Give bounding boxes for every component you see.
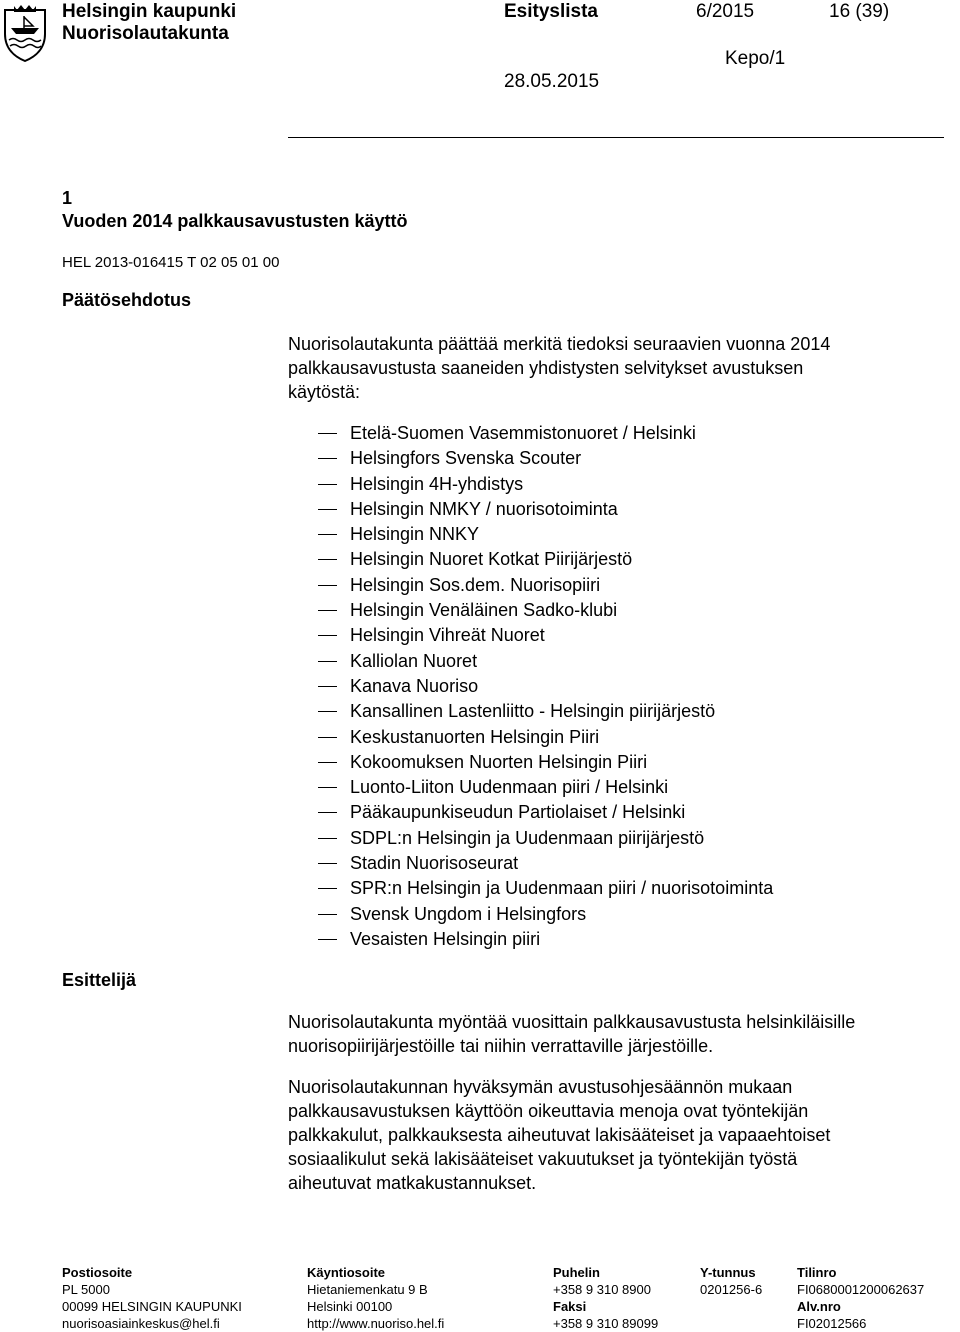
list-item-label: Helsingfors Svenska Scouter <box>350 448 582 469</box>
footer-heading: Käyntiosoite <box>307 1265 386 1280</box>
list-item-label: Helsingin NMKY / nuorisotoiminta <box>350 498 618 519</box>
dash-bullet-icon <box>318 661 337 662</box>
list-item <box>318 800 773 825</box>
dash-bullet-icon <box>318 787 337 788</box>
dash-bullet-icon <box>318 610 337 611</box>
paragraph-line: sosiaalikulut sekä lakisääteiset vakuutukset ja työntekijän työstä <box>288 1149 798 1169</box>
list-item-label: SPR:n Helsingin ja Uudenmaan piiri / nuorisotoiminta <box>350 878 774 899</box>
list-item-label: Stadin Nuorisoseurat <box>350 853 519 874</box>
dash-bullet-icon <box>318 585 337 586</box>
dash-bullet-icon <box>318 863 337 864</box>
list-item-label: Helsingin Sos.dem. Nuorisopiiri <box>350 574 601 595</box>
presenter-label: Esittelijä <box>62 970 137 990</box>
footer-line: Helsinki 00100 <box>307 1299 393 1314</box>
list-item-label: Kansallinen Lastenliitto - Helsingin piirijärjestö <box>350 701 716 722</box>
dash-bullet-icon <box>318 939 337 940</box>
list-item <box>318 472 773 497</box>
list-item <box>318 446 773 471</box>
section-code: Kepo/1 <box>725 48 786 69</box>
footer-line: Hietaniemenkatu 9 B <box>307 1282 428 1297</box>
paragraph-line: palkkakulut, palkkauksesta aiheutuvat lakisääteiset ja vapaaehtoiset <box>288 1125 831 1145</box>
list-item <box>318 497 773 522</box>
paragraph-line: Nuorisolautakunta myöntää vuosittain palkkausavustusta helsinkiläisille <box>288 1012 856 1032</box>
footer-line: 0201256-6 <box>700 1282 763 1297</box>
footer-line: 00099 HELSINGIN KAUPUNKI <box>62 1299 242 1314</box>
helsinki-coat-of-arms-icon <box>2 4 48 62</box>
intro-line: Nuorisolautakunta päättää merkitä tiedoksi seuraavien vuonna 2014 <box>288 334 831 354</box>
intro-line: palkkausavustusta saaneiden yhdistysten selvitykset avustuksen <box>288 358 804 378</box>
footer-heading: Faksi <box>553 1299 587 1314</box>
list-item <box>318 826 773 851</box>
dash-bullet-icon <box>318 559 337 560</box>
footer-line: +358 9 310 89099 <box>553 1316 659 1331</box>
paragraph-line: palkkausavustuksen käyttöön oikeuttavia menoja ovat työntekijän <box>288 1101 809 1121</box>
list-item-label: Helsingin Vihreät Nuoret <box>350 625 545 646</box>
footer-heading: Puhelin <box>553 1265 600 1280</box>
footer-heading: Y-tunnus <box>700 1265 756 1280</box>
list-item <box>318 750 773 775</box>
dash-bullet-icon <box>318 888 337 889</box>
footer-postal-address <box>62 1264 242 1332</box>
association-list <box>318 421 773 952</box>
doc-number: 6/2015 <box>696 1 755 22</box>
footer-heading: Tilinro <box>797 1265 837 1280</box>
doc-type: Esityslista <box>504 1 598 22</box>
list-item-label: Helsingin 4H-yhdistys <box>350 473 524 494</box>
footer-heading: Alv.nro <box>797 1299 841 1314</box>
dash-bullet-icon <box>318 914 337 915</box>
list-item-label: Etelä-Suomen Vasemmistonuoret / Helsinki <box>350 423 696 443</box>
list-item <box>318 775 773 800</box>
list-item-label: Luonto-Liiton Uudenmaan piiri / Helsinki <box>350 777 669 798</box>
dash-bullet-icon <box>318 838 337 839</box>
presenter-paragraph-2 <box>288 1075 830 1195</box>
paragraph-line: Nuorisolautakunnan hyväksymän avustusohjesäännön mukaan <box>288 1077 793 1097</box>
presenter-paragraph-1 <box>288 1010 855 1058</box>
footer-line: FI0680001200062637 <box>797 1282 925 1297</box>
footer-phone <box>553 1264 658 1332</box>
footer-website-link[interactable]: http://www.nuoriso.hel.fi <box>307 1316 445 1331</box>
list-item <box>318 547 773 572</box>
org-name: Helsingin kaupunki <box>62 1 237 22</box>
dash-bullet-icon <box>318 737 337 738</box>
footer-visiting-address <box>307 1264 444 1332</box>
footer-line: +358 9 310 8900 <box>553 1282 651 1297</box>
footer-line: PL 5000 <box>62 1282 110 1297</box>
list-item-label: Kokoomuksen Nuorten Helsingin Piiri <box>350 751 648 772</box>
list-item-label: Kanava Nuoriso <box>350 675 479 696</box>
dash-bullet-icon <box>318 686 337 687</box>
proposal-intro <box>288 332 830 404</box>
dash-bullet-icon <box>318 458 337 459</box>
list-item <box>318 623 773 648</box>
dash-bullet-icon <box>318 812 337 813</box>
paragraph-line: nuorisopiirijärjestöille tai niihin verrattaville järjestöille. <box>288 1036 714 1056</box>
list-item-label: SDPL:n Helsingin ja Uudenmaan piirijärjestö <box>350 827 705 848</box>
list-item <box>318 851 773 876</box>
intro-line: käytöstä: <box>288 382 361 402</box>
dash-bullet-icon <box>318 762 337 763</box>
dash-bullet-icon <box>318 711 337 712</box>
footer-line: FI02012566 <box>797 1316 867 1331</box>
list-item-label: Helsingin Nuoret Kotkat Piirijärjestö <box>350 549 633 570</box>
list-item <box>318 649 773 674</box>
footer-business-id <box>700 1264 762 1298</box>
list-item-label: Kalliolan Nuoret <box>350 650 478 671</box>
unit-name: Nuorisolautakunta <box>62 23 229 44</box>
dash-bullet-icon <box>318 534 337 535</box>
list-item <box>318 421 773 446</box>
item-title: Vuoden 2014 palkkausavustusten käyttö <box>62 211 408 231</box>
list-item-label: Helsingin NNKY <box>350 524 480 545</box>
header-rule <box>288 137 944 138</box>
list-item-label: Helsingin Venäläinen Sadko-klubi <box>350 600 618 621</box>
list-item <box>318 876 773 901</box>
list-item-label: Svensk Ungdom i Helsingfors <box>350 903 587 924</box>
list-item <box>318 725 773 750</box>
list-item <box>318 674 773 699</box>
list-item-label: Vesaisten Helsingin piiri <box>350 928 541 949</box>
list-item-label: Pääkaupunkiseudun Partiolaiset / Helsinki <box>350 802 686 823</box>
list-item <box>318 699 773 724</box>
footer-heading: Postiosoite <box>62 1265 133 1280</box>
paragraph-line: aiheutuvat matkakustannukset. <box>288 1173 537 1193</box>
list-item <box>318 573 773 598</box>
dash-bullet-icon <box>318 635 337 636</box>
proposal-label: Päätösehdotus <box>62 290 192 310</box>
list-item-label: Keskustanuorten Helsingin Piiri <box>350 726 600 747</box>
item-reference: HEL 2013-016415 T 02 05 01 00 <box>62 254 280 271</box>
list-item <box>318 598 773 623</box>
meeting-date: 28.05.2015 <box>504 71 600 92</box>
dash-bullet-icon <box>318 509 337 510</box>
dash-bullet-icon <box>318 433 337 434</box>
item-number: 1 <box>62 188 73 208</box>
page-number: 16 (39) <box>829 1 890 22</box>
list-item <box>318 927 773 952</box>
footer-account <box>797 1264 924 1332</box>
list-item <box>318 902 773 927</box>
dash-bullet-icon <box>318 484 337 485</box>
list-item <box>318 522 773 547</box>
footer-email-link[interactable]: nuorisoasiainkeskus@hel.fi <box>62 1316 220 1331</box>
